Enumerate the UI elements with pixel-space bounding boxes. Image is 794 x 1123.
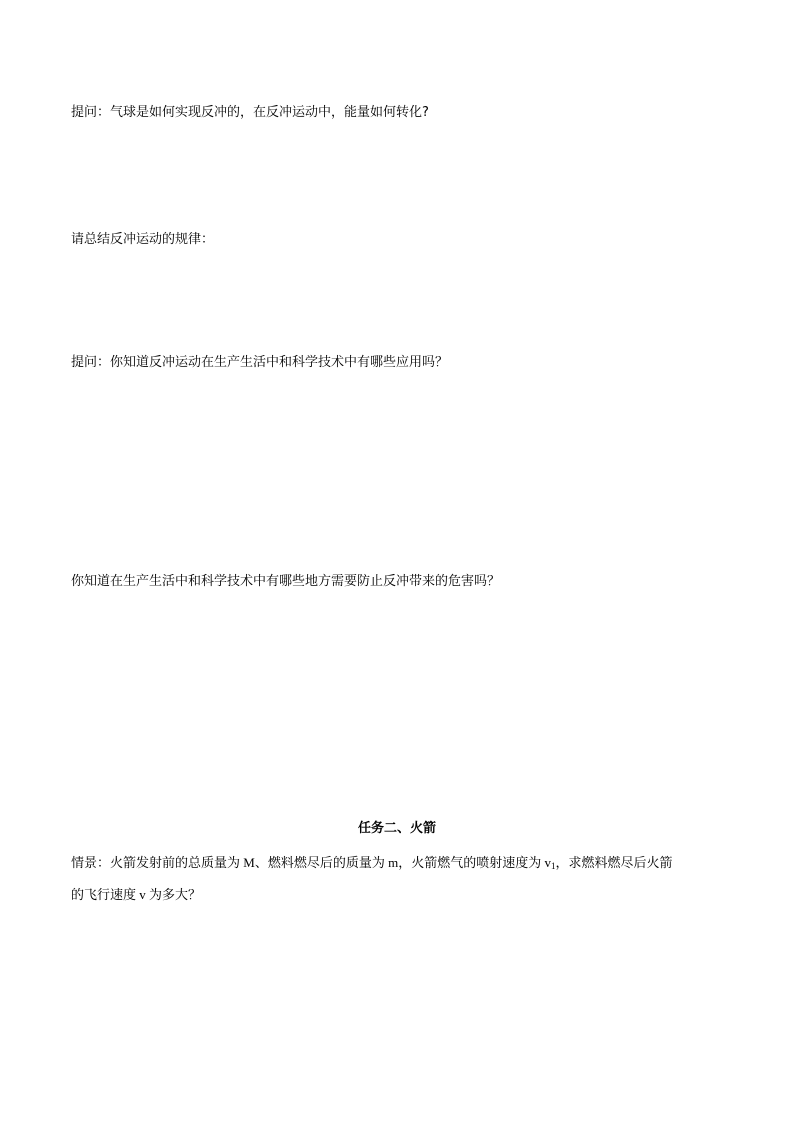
prompt-summarize-recoil-law: 请总结反冲运动的规律： — [71, 232, 215, 247]
scenario-text-c: ，火箭燃气的喷射速度为 — [398, 856, 542, 871]
question-recoil-applications: 提问：你知道反冲运动在生产生活中和科学技术中有哪些应用吗？ — [71, 355, 449, 370]
scenario-text-d: ，求燃料燃尽后火箭 — [555, 856, 673, 871]
task-heading: 任务二、火箭 — [357, 821, 436, 836]
scenario-text-b: 、燃料燃尽后的质量为 — [254, 856, 385, 871]
mass-after-symbol: m — [384, 855, 399, 870]
scenario-text-e: 的飞行速度 — [71, 888, 137, 903]
velocity-symbol: v — [541, 855, 551, 870]
mass-total-symbol: M — [240, 855, 255, 870]
scenario-text-f: 为多大？ — [149, 888, 202, 903]
scenario-line-1 — [71, 853, 673, 876]
velocity-subscript: 1 — [550, 861, 556, 871]
velocity-unknown-symbol: v — [136, 887, 150, 902]
question-recoil-hazards: 你知道在生产生活中和科学技术中有哪些地方需要防止反冲带来的危害吗？ — [71, 574, 501, 589]
scenario-text-a: 情景：火箭发射前的总质量为 — [71, 856, 241, 871]
scenario-line-2 — [71, 885, 201, 906]
question-balloon-recoil: 提问：气球是如何实现反冲的，在反冲运动中，能量如何转化? — [71, 105, 429, 120]
